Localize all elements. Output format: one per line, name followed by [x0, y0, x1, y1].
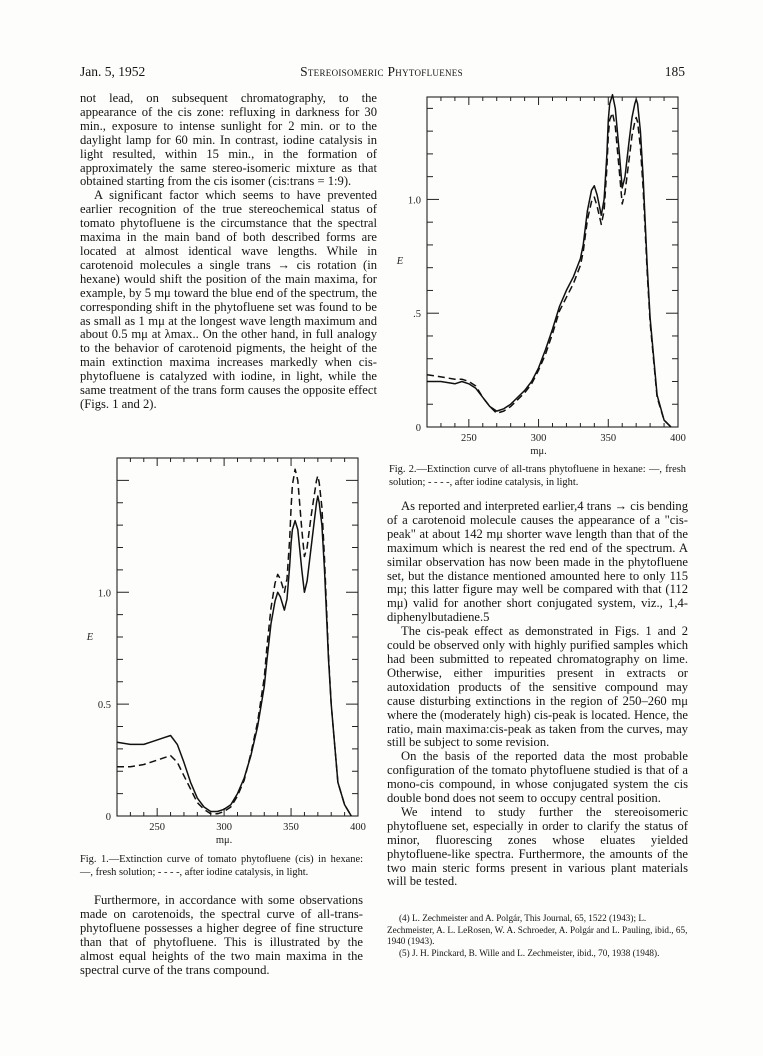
x-axis-label: mμ.: [530, 446, 547, 457]
x-tick-label: 350: [283, 822, 299, 833]
series-line-iodine: [427, 113, 671, 427]
left-column-bottom-text: [80, 894, 363, 977]
header-date: Jan. 5, 1952: [80, 64, 146, 79]
y-tick-label: 0.5: [97, 700, 111, 712]
x-tick-label: 300: [216, 822, 232, 833]
figure-1-chart: [86, 458, 366, 846]
y-tick-label: 1.0: [97, 588, 111, 600]
reference-item: (5) J. H. Pinckard, B. Wille and L. Zechmeister, ibid., 70, 1938 (1948).: [399, 947, 660, 958]
x-axis-label: mμ.: [215, 835, 233, 846]
paragraph: The cis-peak effect as demonstrated in Figs. 1 and 2 could be observed only with highly purified samples which had been submitted to repeated chromatography on lime. Otherwise, either impurities present in extracts or autoxidation products of the sensitive compound may cause disturbing extinctions in the region of 250–260 mμ where the (moderately high) cis-peak is located. Hence, the ratio, main maxima:cis-peak as taken from the curves, may still be subject to some revision.: [387, 624, 688, 750]
paragraph: Furthermore, in accordance with some observations made on carotenoids, the spectral curve of all-trans-phytofluene possesses a higher degree of fine structure than that of phytofluene. This is illustrated by the almost equal heights of the two main maxima in the spectral curve of the trans compound.: [80, 893, 363, 977]
x-tick-label: 350: [600, 433, 617, 444]
right-column-text: [387, 500, 688, 889]
x-tick-label: 250: [460, 433, 477, 444]
x-tick-label: 400: [350, 822, 366, 833]
x-tick-label: 250: [149, 822, 166, 833]
y-tick-label: 0: [105, 812, 111, 823]
series-line-iodine: [117, 469, 351, 816]
references: [387, 913, 688, 959]
y-tick-label: .5: [413, 309, 421, 321]
y-tick-label: 1.0: [407, 195, 421, 207]
y-tick-label: 0: [415, 423, 421, 434]
paragraph: On the basis of the reported data the most probable configuration of the tomato phytofluene studied is that of a mono-cis compound, in whose conjugated system the cis double bond does not seem to occupy central position.: [387, 749, 688, 806]
plot-frame: [427, 97, 678, 427]
figure-2-chart: [396, 95, 686, 457]
y-axis-label: E: [86, 632, 94, 643]
header-title: Stereoisomeric Phytofluenes: [300, 64, 463, 79]
figure-2-caption: Fig. 2.—Extinction curve of all-trans phytofluene in hexane: —, fresh solution; - - - -, after iodine catalysis, in light.: [389, 464, 686, 488]
series-line-fresh: [427, 95, 671, 427]
paragraph: not lead, on subsequent chromatography, to the appearance of the cis zone: refluxing in darkness for 30 min., exposure to intense sunlight for 2 min. or to the daylight lamp for 60 min. In contrast, iodine catalysis in light resulted, within 15 min., in the formation of approximately the same stereo-isomeric mixture as that obtained starting from the cis isomer (cis:trans = 1:9).: [80, 91, 377, 189]
reference-item: (4) L. Zechmeister and A. Polgár, This Journal, 65, 1522 (1943); L. Zechmeister, A. L. LeRosen, W. A. Schroeder, A. Polgár and L. Pauling, ibid., 65, 1940 (1943).: [387, 913, 688, 946]
figure-1-caption: Fig. 1.—Extinction curve of tomato phytofluene (cis) in hexane: —, fresh solution; - - - -, after iodine catalysis, in light.: [80, 854, 363, 878]
paragraph: A significant factor which seems to have prevented earlier recognition of the true stereochemical status of tomato phytofluene is the circumstance that the spectral maxima in the main band of both described forms are located at almost identical wave lengths. While in carotenoid molecules a single trans → cis rotation (in hexane) would shift the position of the main maxima, for example, by 5 mμ toward the blue end of the spectrum, the corresponding shift in the phytofluene set was found to be as small as 1 mμ at the longest wave length maximum and about 0.5 mμ at λmax.. On the other hand, in full analogy to the behavior of carotenoid pigments, the height of the main extinction maxima increases markedly when cis-phytofluene is catalyzed with iodine, in light, while the same treatment of the trans form causes the opposite effect (Figs. 1 and 2).: [80, 188, 377, 411]
paragraph: We intend to study further the stereoisomeric phytofluene set, especially in order to clarify the status of minor, fluorescing zones whose eluates yielded phytofluene-like spectra. Furthermore, the amounts of the two main steric forms present in various plant materials will be tested.: [387, 804, 688, 889]
paragraph: As reported and interpreted earlier,4 trans → cis bending of a carotenoid molecule causes the appearance of a "cis-peak" at about 142 mμ shorter wave length than that of the maximum which is nearest the red end of the spectrum. A similar observation has now been made in the phytofluene set, but the distance mentioned amounted here to only 115 mμ; this latter figure may well be compared with that (112 mμ) valid for another short conjugated system, viz., 1,4-diphenylbutadiene.5: [387, 499, 688, 625]
series-line-fresh: [117, 496, 351, 816]
x-tick-label: 300: [530, 433, 547, 444]
plot-frame: [117, 458, 358, 816]
x-tick-label: 400: [670, 433, 686, 444]
page-number: 185: [664, 64, 685, 79]
y-axis-label: E: [396, 256, 404, 267]
